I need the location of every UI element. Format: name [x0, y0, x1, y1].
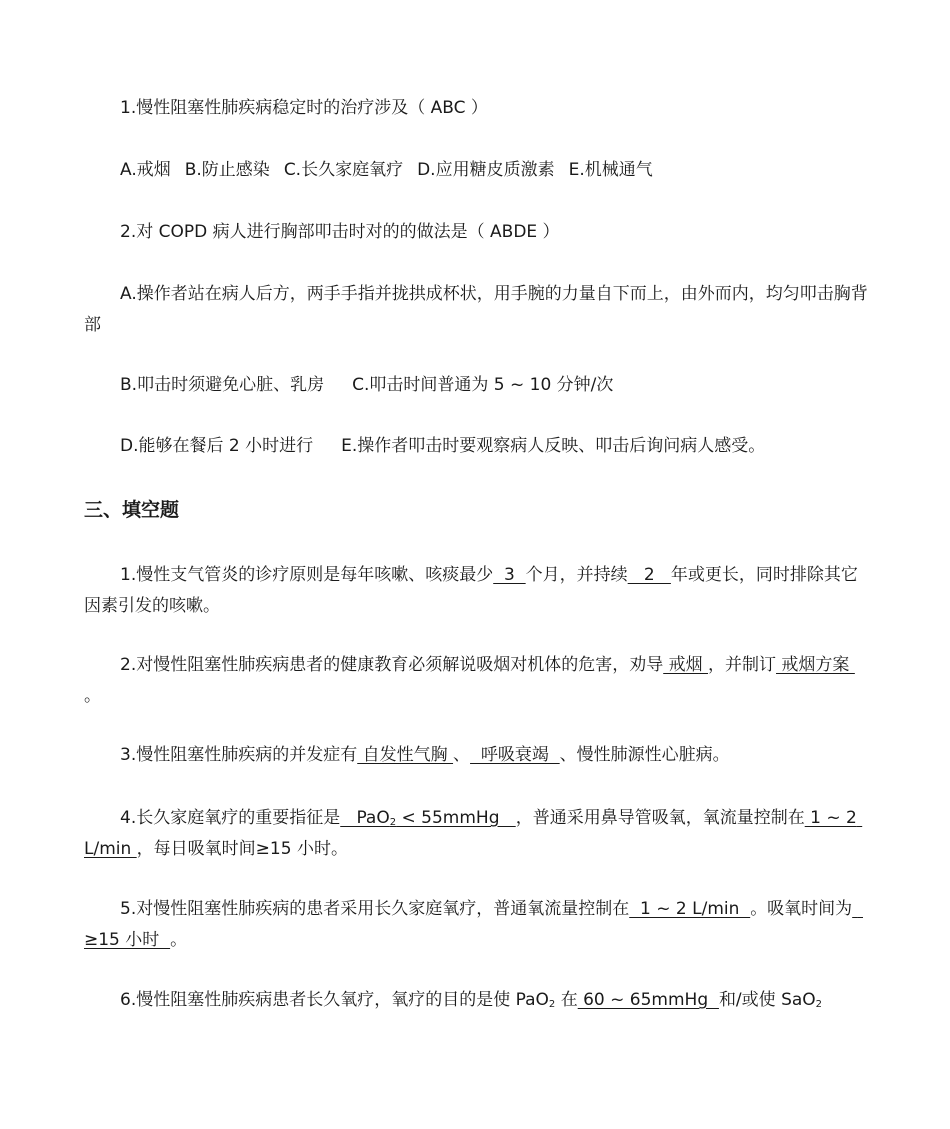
fill-item-4-blank-1 — [340, 808, 515, 828]
fill-item-6-sub-2: 2 — [815, 999, 823, 1010]
q2-option-e: E.操作者叩击时要观察病人反映、叩击后询问病人感受。 — [341, 436, 766, 456]
fill-item-2-text-3: 。 — [84, 686, 101, 706]
fill-item-6-text-2: 在 — [555, 990, 578, 1010]
fill-item-4-blank-2: 1 ~ 2 L/min — [84, 808, 863, 859]
fill-item-1-text-1: 1.慢性支气管炎的诊疗原则是每年咳嗽、咳痰最少 — [120, 565, 494, 585]
fill-item-5-text-2: 。吸氧时间为 — [750, 899, 853, 919]
fill-item-4-blank-1-sub: 2 — [389, 817, 397, 828]
q1-option-c: C.长久家庭氧疗 — [283, 160, 404, 180]
section-heading — [84, 495, 868, 526]
fill-item-5-text-1: 5.对慢性阻塞性肺疾病的患者采用长久家庭氧疗，普通氧流量控制在 — [120, 899, 630, 919]
q2-stem-text: 2.对 COPD 病人进行胸部叩击时对的的做法是（ ABDE ） — [120, 222, 560, 242]
q2-option-b: B.叩击时须避免心脏、乳房 — [120, 375, 325, 395]
q1-stem-text: 1.慢性阻塞性肺疾病稳定时的治疗涉及（ ABC ） — [120, 98, 488, 118]
fill-item-2 — [84, 650, 868, 712]
q1-option-d: D.应用糖皮质激素 — [417, 160, 555, 180]
fill-item-3-text-1: 3.慢性阻塞性肺疾病的并发症有 — [120, 745, 358, 765]
fill-item-4-text-3: ，每日吸氧时间≥15 小时。 — [136, 839, 348, 859]
fill-item-3-blank-2: 呼吸衰竭 — [470, 745, 560, 765]
q1-option-b: B.防止感染 — [184, 160, 270, 180]
q1-stem — [84, 93, 868, 124]
fill-item-5-text-3: 。 — [170, 930, 188, 950]
fill-item-6-text-3: 和/或使 SaO — [718, 990, 816, 1010]
fill-item-6-blank-1: 60 ~ 65mmHg — [577, 990, 719, 1010]
q1-options — [84, 155, 868, 186]
q2-options-bc — [84, 370, 868, 401]
q2-option-a-text: A.操作者站在病人后方，两手手指并拢拱成杯状，用手腕的力量自下而上，由外而内，均匀叩击胸背部 — [84, 284, 868, 335]
q1-option-e: E.机械通气 — [568, 160, 653, 180]
fill-item-6-sub-1: 2 — [548, 999, 556, 1010]
fill-item-5-blank-1: 1 ~ 2 L/min — [629, 899, 751, 919]
fill-item-2-text-2: ，并制订 — [708, 655, 777, 675]
q2-option-a — [84, 279, 868, 341]
fill-item-6-text-1: 6.慢性阻塞性肺疾病患者长久氧疗，氧疗的目的是使 PaO — [120, 990, 549, 1010]
fill-item-3-text-3: 、慢性肺源性心脏病。 — [559, 745, 730, 765]
fill-item-1-blank-1: 3 — [493, 565, 526, 585]
q2-option-d: D.能够在餐后 2 小时进行 — [120, 436, 314, 456]
q2-options-de — [84, 431, 868, 462]
fill-item-2-blank-1: 戒烟 — [663, 655, 709, 675]
section-heading-text: 三、填空题 — [84, 499, 180, 521]
q1-option-a: A.戒烟 — [120, 160, 171, 180]
fill-item-1-text-3: 年或更长，同时排除其它因素引发的咳嗽。 — [84, 565, 858, 616]
fill-item-4-text-2: ，普通采用鼻导管吸氧，氧流量控制在 — [515, 808, 805, 828]
fill-item-2-text-1: 2.对慢性阻塞性肺疾病患者的健康教育必须解说吸烟对机体的危害，劝导 — [120, 655, 664, 675]
fill-item-1 — [84, 560, 868, 622]
fill-item-5-blank-2: ≥15 小时 — [84, 899, 863, 950]
fill-item-4-blank-1-b: < 55mmHg — [396, 808, 516, 828]
q2-stem — [84, 217, 868, 248]
fill-item-1-blank-2: 2 — [627, 565, 671, 585]
fill-item-3-blank-1: 自发性气胸 — [357, 745, 454, 765]
fill-item-4 — [84, 803, 868, 865]
fill-item-2-blank-2: 戒烟方案 — [776, 655, 855, 675]
fill-item-4-text-1: 4.长久家庭氧疗的重要指征是 — [120, 808, 341, 828]
fill-item-4-blank-1-a: PaO — [340, 808, 390, 828]
fill-item-3 — [84, 740, 868, 771]
fill-item-3-text-2: 、 — [453, 745, 471, 765]
fill-item-5 — [84, 894, 868, 956]
q2-option-c: C.叩击时间普通为 5 ~ 10 分钟/次 — [352, 375, 614, 395]
fill-item-6 — [84, 985, 868, 1016]
fill-item-1-text-2: 个月，并持续 — [525, 565, 628, 585]
